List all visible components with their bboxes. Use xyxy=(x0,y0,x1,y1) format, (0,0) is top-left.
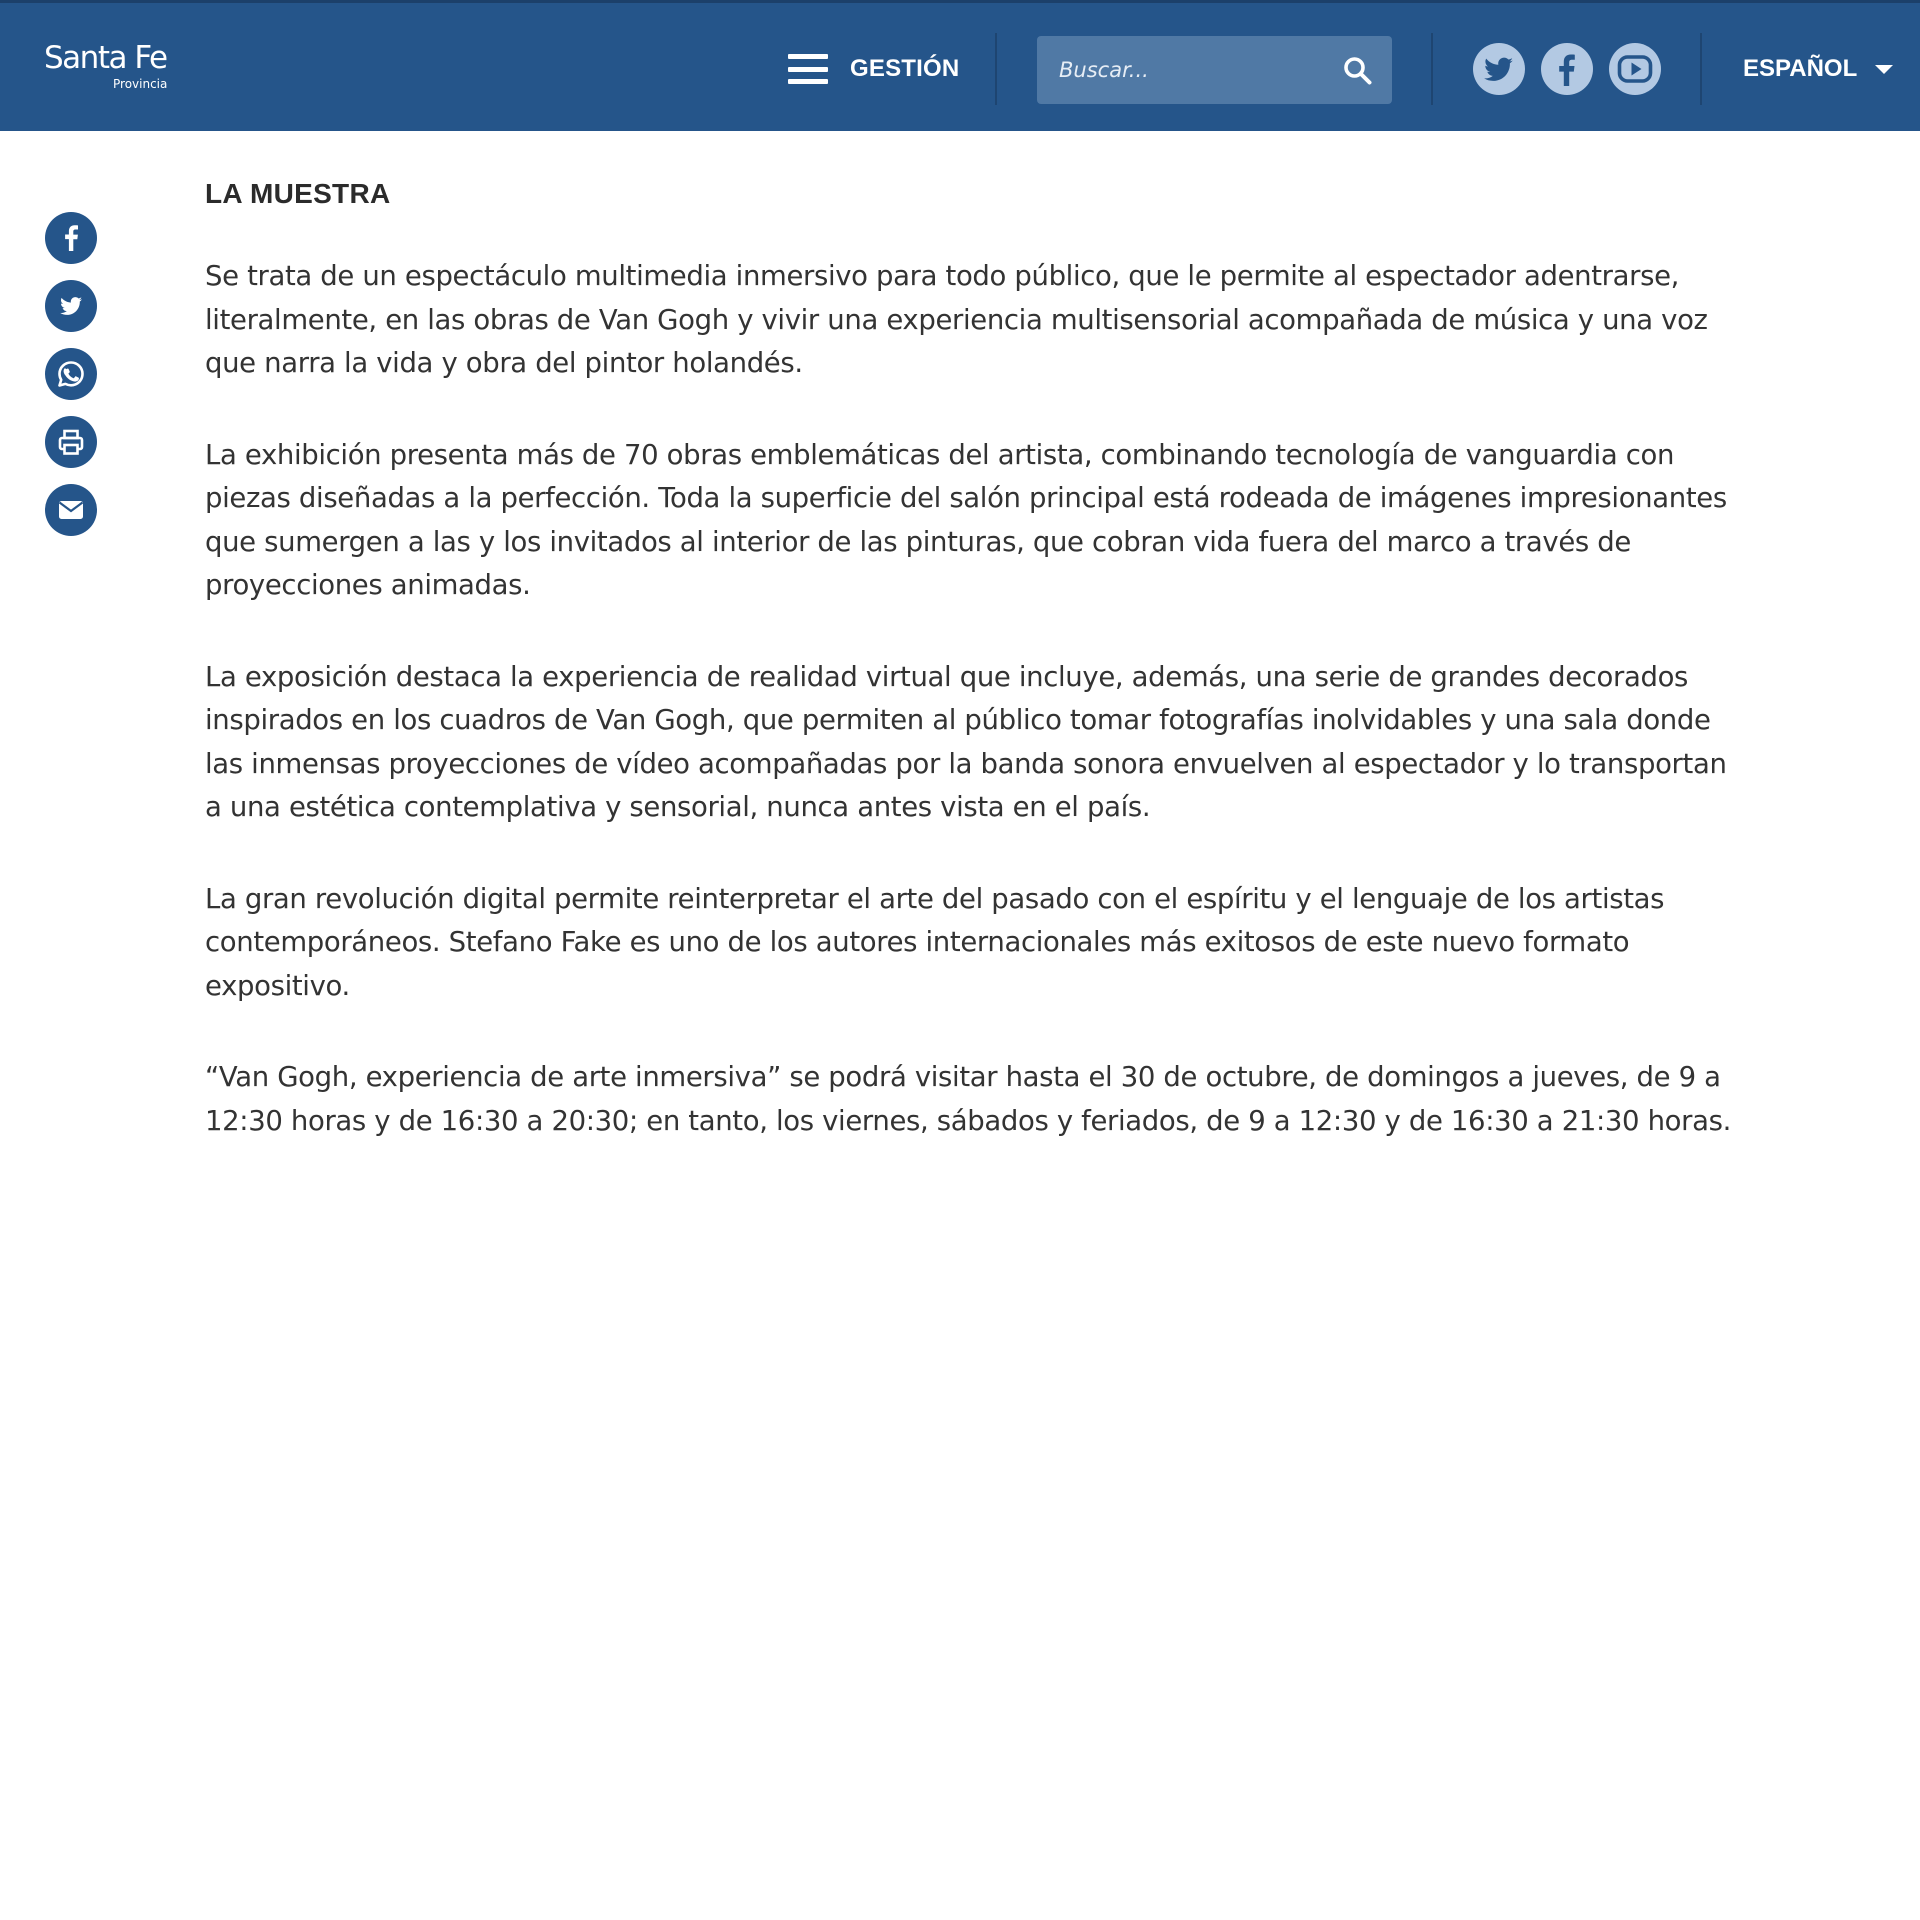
header-divider xyxy=(1431,33,1433,105)
language-selector[interactable] xyxy=(1743,55,1893,83)
share-email-icon[interactable] xyxy=(45,484,97,536)
article-content xyxy=(205,178,1745,1191)
gestion-menu-button[interactable] xyxy=(788,51,959,87)
section-heading: LA MUESTRA xyxy=(205,178,391,209)
logo-subtitle: Provincia xyxy=(113,77,168,91)
language-label: ESPAÑOL xyxy=(1743,55,1858,82)
site-header xyxy=(0,0,1920,131)
youtube-icon[interactable] xyxy=(1609,43,1661,95)
logo-title: Santa Fe xyxy=(44,40,167,76)
article-paragraph: La exhibición presenta más de 70 obras emblemáticas del artista, combinando tecnología de vanguardia con piezas diseñadas a la perfección. Toda la superficie del salón principal está rodeada de imágenes impresionantes que sumergen a las y los invitados al interior de las pinturas, que cobran vida fuera del marco a través de proyecciones animadas. xyxy=(205,438,1727,601)
article-paragraph: La gran revolución digital permite reinterpretar el arte del pasado con el espíritu y el lenguaje de los artistas contemporáneos. Stefano Fake es uno de los autores internacionales más exitosos de este nuevo formato expositivo. xyxy=(205,882,1665,1002)
chevron-down-icon xyxy=(1875,65,1893,74)
twitter-icon[interactable] xyxy=(1473,43,1525,95)
share-twitter-icon[interactable] xyxy=(45,280,97,332)
header-divider xyxy=(1700,33,1702,105)
search-box xyxy=(1037,36,1392,104)
menu-label: GESTIÓN xyxy=(850,55,960,82)
search-icon[interactable] xyxy=(1343,56,1372,85)
article-paragraph: La exposición destaca la experiencia de realidad virtual que incluye, además, una serie de grandes decorados inspirados en los cuadros de Van Gogh, que permiten al público tomar fotografías inolvidables y una sala donde las inmensas proyecciones de vídeo acompañadas por la banda sonora envuelven al espectador y lo transportan a una estética contemplativa y sensorial, nunca antes vista en el país. xyxy=(205,660,1727,823)
search-input[interactable] xyxy=(1059,36,1329,104)
facebook-icon[interactable] xyxy=(1541,43,1593,95)
article-paragraph: Se trata de un espectáculo multimedia inmersivo para todo público, que le permite al espectador adentrarse, literalmente, en las obras de Van Gogh y vivir una experiencia multisensorial acompañada de música y una voz que narra la vida y obra del pintor holandés. xyxy=(205,260,1708,379)
header-divider xyxy=(995,33,997,105)
share-print-icon[interactable] xyxy=(45,416,97,468)
article-paragraph: “Van Gogh, experiencia de arte inmersiva” se podrá visitar hasta el 30 de octubre, de domingos a jueves, de 9 a 12:30 horas y de 16:30 a 20:30; en tanto, los viernes, sábados y feriados, de 9 a 12:30 y de 16:30 a 21:30 horas. xyxy=(205,1061,1731,1137)
share-whatsapp-icon[interactable] xyxy=(45,348,97,400)
site-logo[interactable] xyxy=(44,40,168,91)
hamburger-icon xyxy=(788,54,828,84)
share-facebook-icon[interactable] xyxy=(45,212,97,264)
